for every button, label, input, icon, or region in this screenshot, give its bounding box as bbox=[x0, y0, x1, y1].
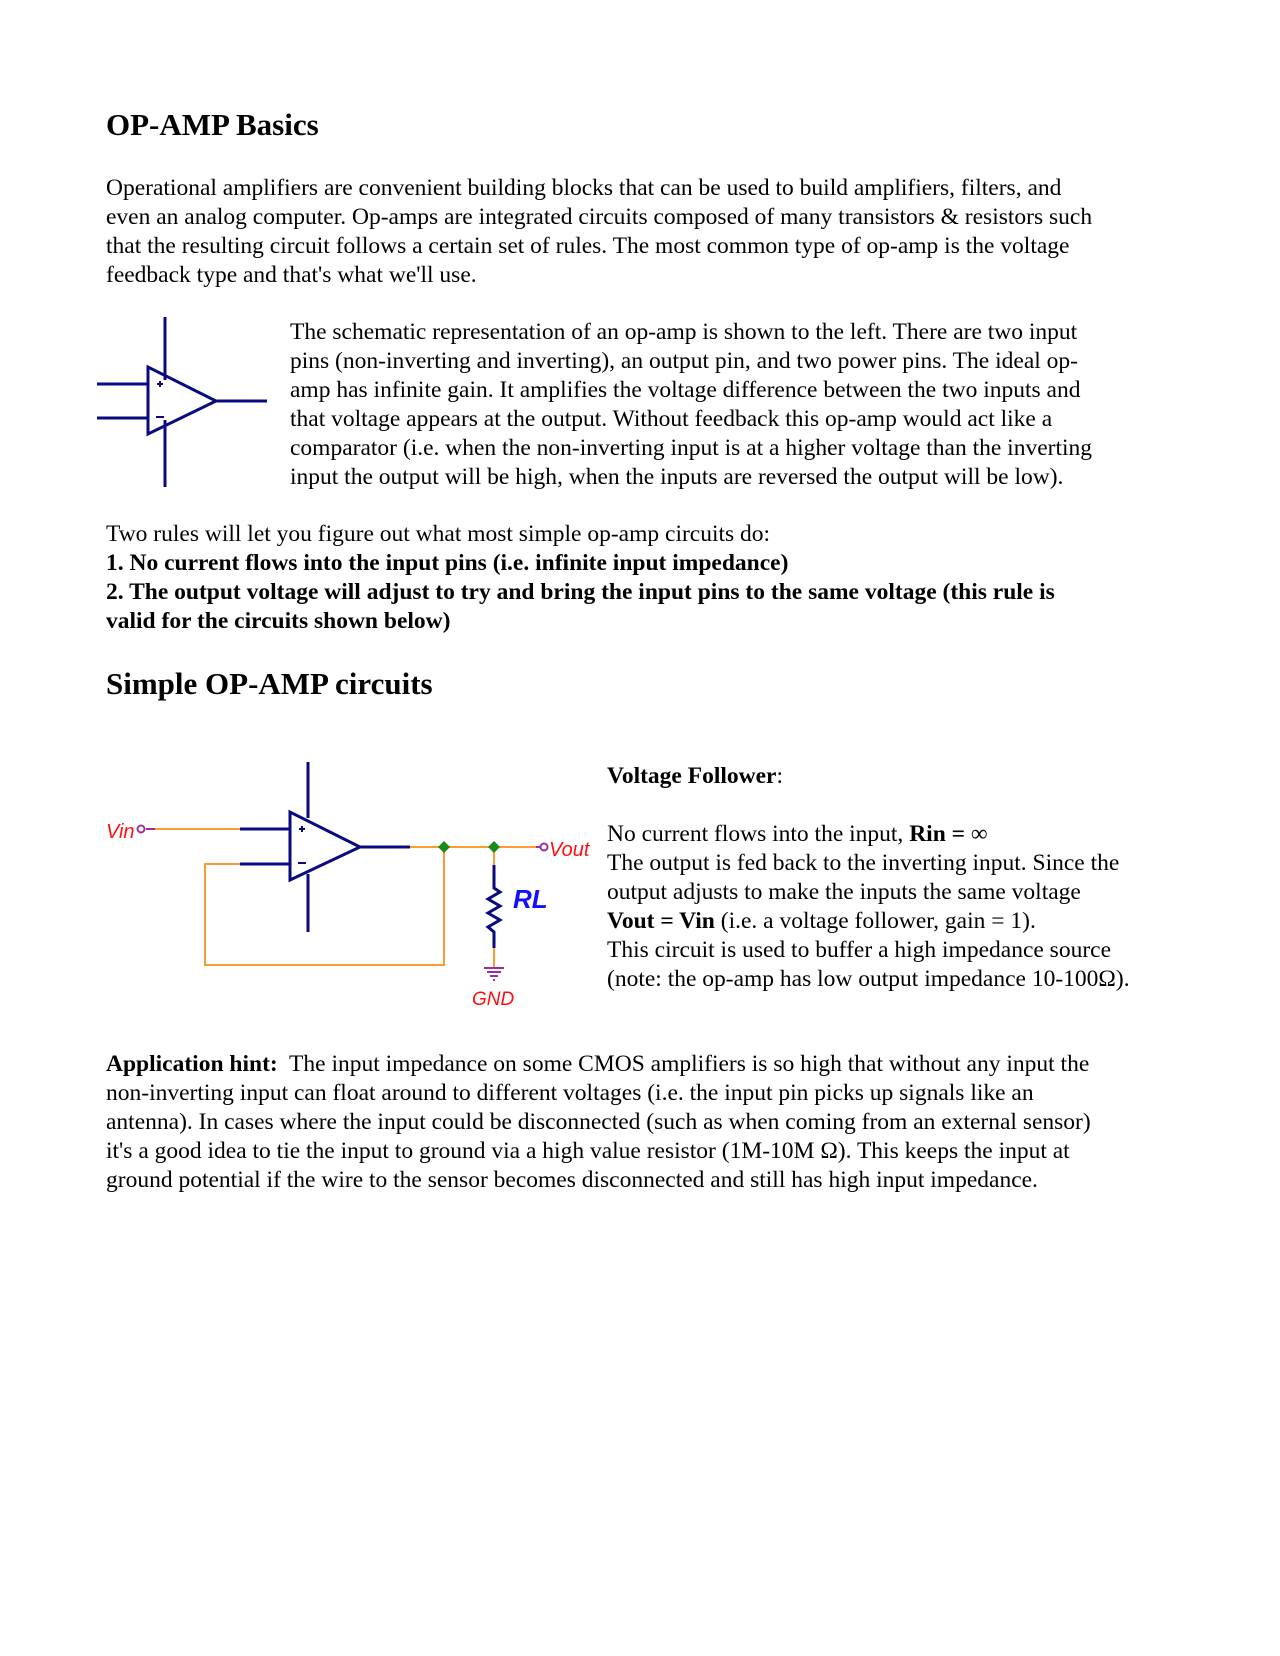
op-amp-symbol bbox=[97, 317, 267, 487]
text-line: Operational amplifiers are convenient building blocks that can be used to build amplifiers, filters, and bbox=[106, 175, 1062, 201]
text-line: output adjusts to make the inputs the same voltage bbox=[607, 879, 1081, 905]
voltage-follower-description bbox=[607, 762, 1130, 994]
vout-label: Vout bbox=[549, 839, 590, 861]
text-line: pins (non-inverting and inverting), an output pin, and two power pins. The ideal op- bbox=[290, 348, 1078, 374]
text-line: input the output will be high, when the inputs are reversed the output will be low). bbox=[290, 464, 1064, 490]
text-line: (note: the op-amp has low output impedance 10-100Ω). bbox=[607, 966, 1130, 992]
text-line: it's a good idea to tie the input to ground via a high value resistor (1M-10M Ω). This keeps the input at bbox=[106, 1138, 1070, 1164]
text-line: comparator (i.e. when the non-inverting input is at a higher voltage than the inverting bbox=[290, 435, 1093, 461]
text: The input impedance on some CMOS amplifiers is so high that without any input the bbox=[277, 1051, 1090, 1077]
text: (i.e. a voltage follower, gain = 1). bbox=[714, 908, 1036, 934]
gnd-label: GND bbox=[472, 989, 515, 1010]
voltage-follower-circuit bbox=[106, 762, 591, 1010]
rules-intro: Two rules will let you figure out what most simple op-amp circuits do: bbox=[106, 521, 771, 547]
heading-simple-circuits: Simple OP-AMP circuits bbox=[106, 666, 433, 701]
text-line: This circuit is used to buffer a high impedance source bbox=[607, 937, 1112, 963]
text-line: that the resulting circuit follows a certain set of rules. The most common type of op-amp is the voltage bbox=[106, 233, 1070, 259]
text-line: non-inverting input can float around to different voltages (i.e. the input pin picks up signals like an bbox=[106, 1080, 1034, 1106]
rin-label: Rin = bbox=[909, 821, 971, 847]
application-hint bbox=[106, 1050, 1091, 1195]
text-line: that voltage appears at the output. Without feedback this op-amp would act like a bbox=[290, 406, 1053, 432]
vin-label: Vin bbox=[106, 821, 135, 843]
rule-2-cont: valid for the circuits shown below) bbox=[106, 608, 451, 634]
rl-label: RL bbox=[513, 884, 548, 914]
follower-title: Voltage Follower bbox=[607, 763, 777, 789]
ground-icon bbox=[484, 968, 504, 980]
text-line: ground potential if the wire to the sensor becomes disconnected and still has high input impedance. bbox=[106, 1167, 1038, 1193]
schematic-description bbox=[290, 318, 1092, 492]
infinity: ∞ bbox=[970, 821, 988, 847]
rules-block bbox=[106, 520, 1055, 636]
text-line: The schematic representation of an op-amp is shown to the left. There are two input bbox=[290, 319, 1078, 345]
text-line: The output is fed back to the inverting input. Since the bbox=[607, 850, 1120, 876]
hint-label: Application hint: bbox=[106, 1051, 278, 1077]
text-line: even an analog computer. Op-amps are integrated circuits composed of many transistors & resistors such bbox=[106, 204, 1093, 230]
text: No current flows into the input, bbox=[607, 821, 910, 847]
colon: : bbox=[776, 763, 783, 789]
rule-2: 2. The output voltage will adjust to try and bring the input pins to the same voltage (this rule is bbox=[106, 579, 1055, 605]
rule-1: 1. No current flows into the input pins (i.e. infinite input impedance) bbox=[106, 550, 789, 576]
heading-op-amp-basics: OP-AMP Basics bbox=[106, 107, 319, 142]
text-line: amp has infinite gain. It amplifies the voltage difference between the two inputs and bbox=[290, 377, 1081, 403]
vout-eq-vin: Vout = Vin bbox=[607, 908, 715, 934]
text-line: antenna). In cases where the input could be disconnected (such as when coming from an external sensor) bbox=[106, 1109, 1091, 1135]
text-line: feedback type and that's what we'll use. bbox=[106, 262, 477, 288]
